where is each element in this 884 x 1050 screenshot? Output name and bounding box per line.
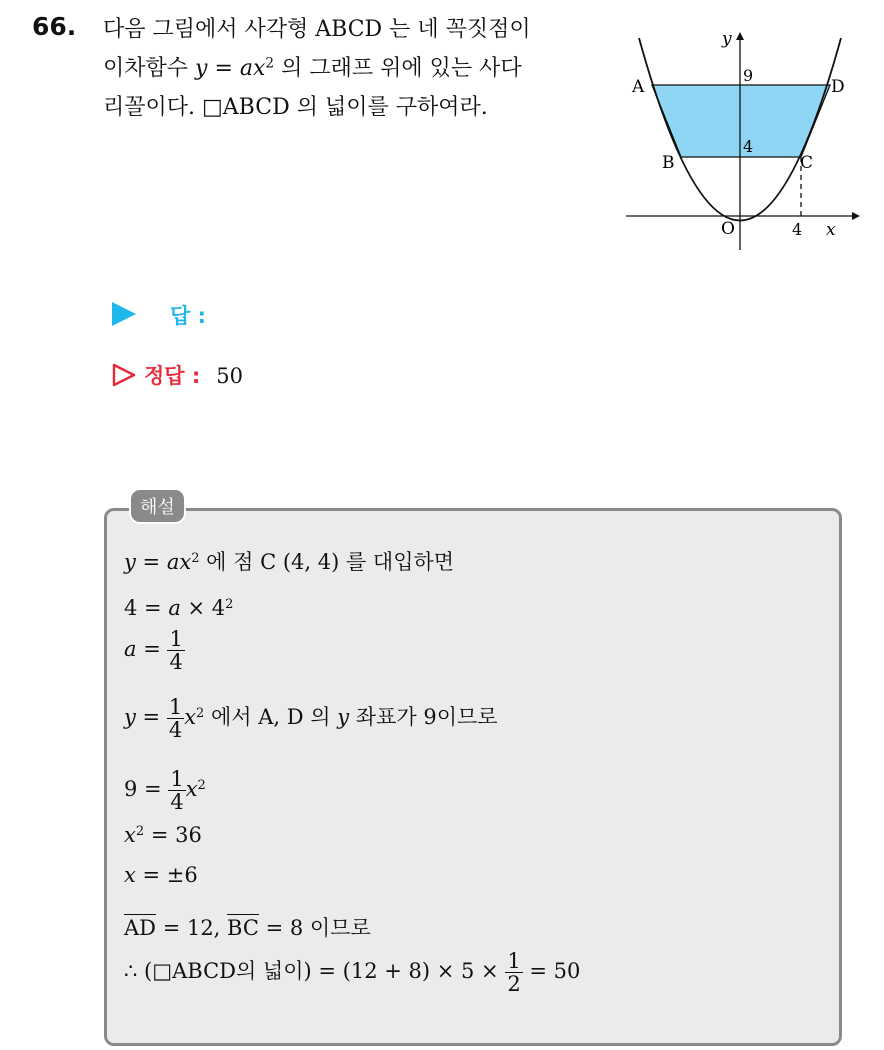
- solution-tab: 해설: [129, 488, 186, 524]
- x-axis-arrow-icon: [852, 212, 860, 220]
- correct-answer-label: 정답 :: [144, 364, 201, 388]
- question-line-3: 리꼴이다. □ABCD 의 넓이를 구하여라.: [103, 95, 488, 120]
- solution-line-1: $y = ax^2$ 에 점 C (4, 4) 를 대입하면: [124, 550, 455, 574]
- correct-answer-value: 50: [216, 364, 244, 388]
- solution-line-7: x = ±6: [124, 863, 198, 887]
- y-axis-arrow-icon: [736, 32, 744, 40]
- solution-line-9: ∴ (□ABCD의 넓이) = (12 + 8) × 5 × $\frac{1}{2}$ = 50: [124, 949, 581, 997]
- parabola-graph: [620, 28, 860, 258]
- question-number: 66.: [32, 12, 77, 41]
- point-label-d: D: [831, 77, 845, 97]
- question-line-1: 다음 그림에서 사각형 ABCD 는 네 꼭짓점이: [103, 17, 531, 42]
- tick-label-4-x: 4: [792, 220, 803, 239]
- question-line-2: 이차함수 $y = ax^2$ 의 그래프 위에 있는 사다: [103, 55, 522, 81]
- point-label-c: C: [800, 153, 814, 173]
- outline-triangle-icon: [112, 363, 136, 387]
- tick-label-4-y: 4: [743, 137, 754, 156]
- solution-line-2: $4 = a \times 4^2$: [124, 596, 234, 620]
- question-text: [103, 10, 603, 127]
- answer-row: [112, 300, 206, 330]
- point-label-a: A: [632, 77, 645, 97]
- origin-label: O: [721, 219, 735, 239]
- play-triangle-icon: [112, 302, 136, 326]
- solution-line-6: $x^2 = 36$: [124, 823, 202, 847]
- trapezoid-fill: [652, 85, 830, 157]
- point-label-b: B: [662, 153, 675, 173]
- y-axis-label: y: [722, 29, 732, 49]
- solution-line-5: 9 = $\frac{1}{4}$ $x^2$: [124, 767, 206, 815]
- x-axis-label: x: [826, 220, 836, 240]
- solution-line-3: a = $\frac{1}{4}$: [124, 627, 183, 675]
- answer-label: 답 :: [170, 304, 206, 328]
- tick-label-9: 9: [743, 66, 754, 85]
- correct-answer-row: [112, 360, 243, 390]
- solution-line-4: y = $\frac{1}{4}$ $x^2$ 에서 A, D 의 y 좌표가 9이므로: [124, 695, 498, 743]
- solution-line-8: AD = 12, BC = 8 이므로: [124, 916, 371, 940]
